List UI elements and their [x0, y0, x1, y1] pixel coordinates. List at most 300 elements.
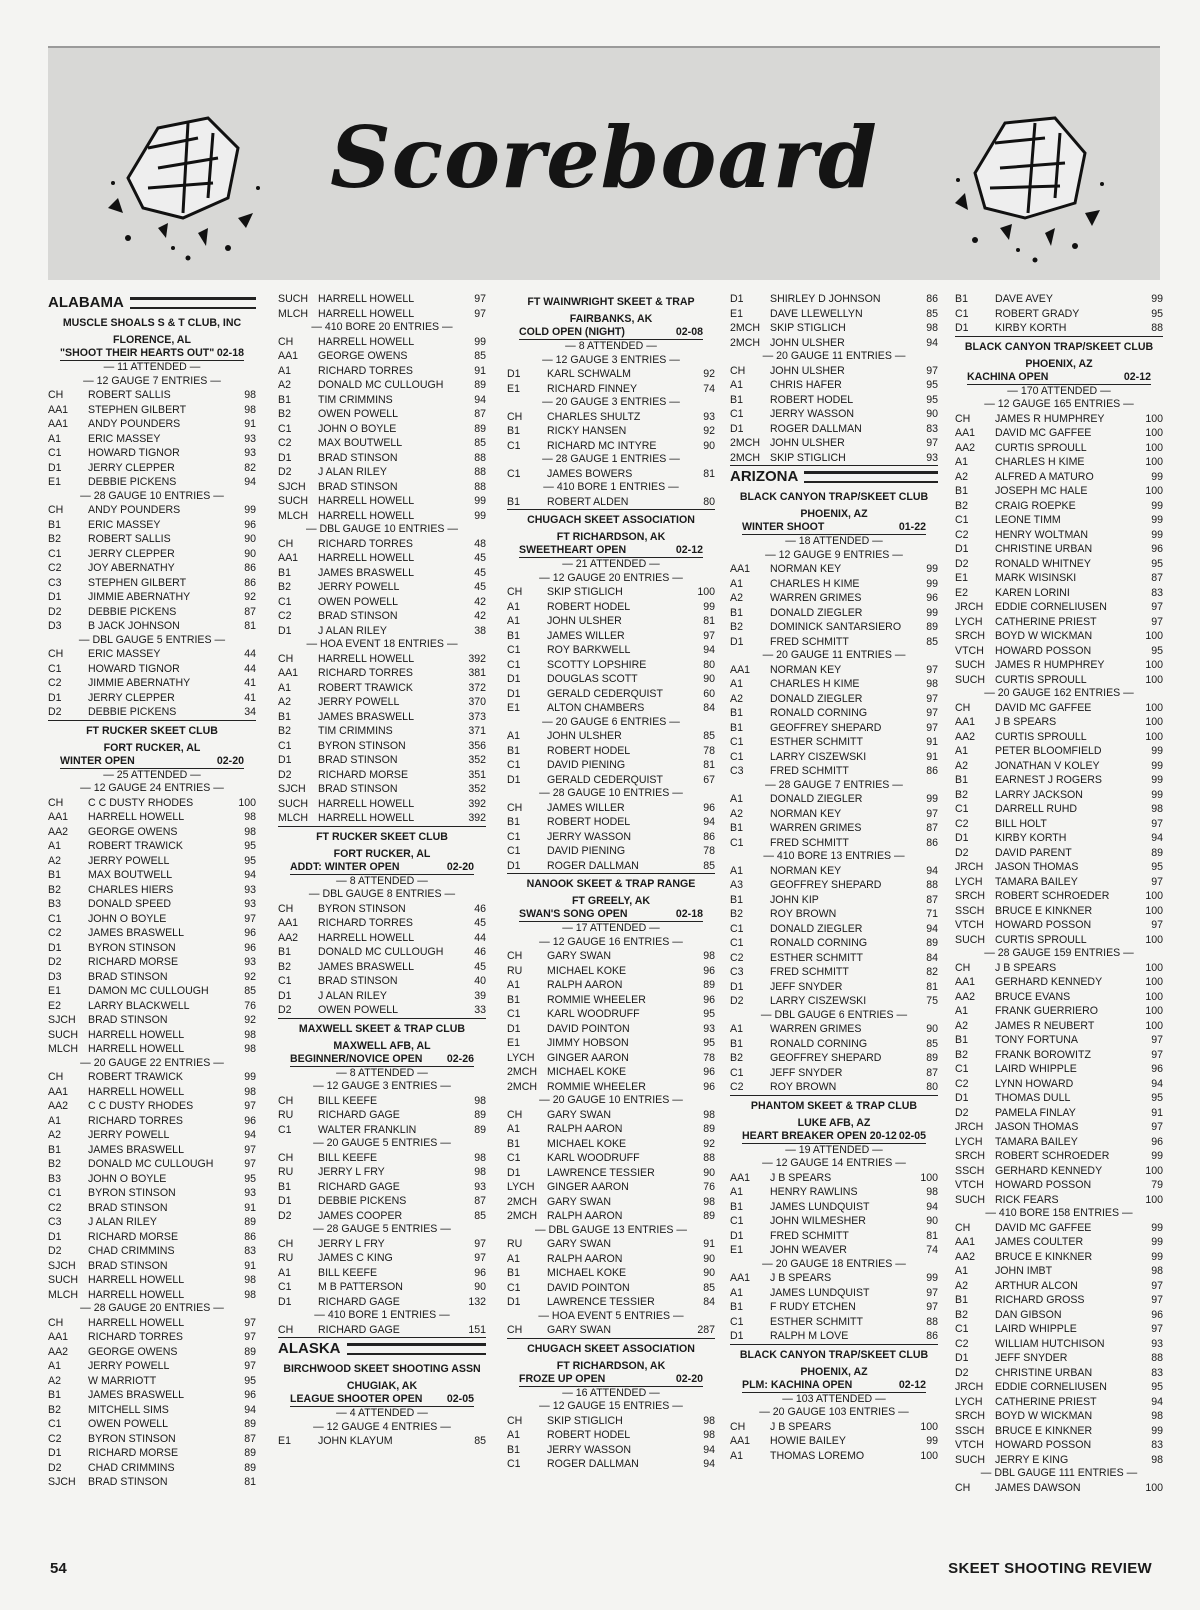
class-code: A2 [730, 692, 743, 705]
shooter-name: J ALAN RILEY [318, 624, 387, 637]
event-line: — 8 ATTENDED — [336, 874, 428, 887]
result-row [48, 1345, 256, 1360]
score: 81 [703, 467, 715, 480]
score: 97 [926, 1286, 938, 1299]
shoot-name: SWAN'S SONG OPEN [519, 908, 628, 920]
class-code: D1 [48, 591, 62, 603]
score: 84 [926, 951, 938, 964]
result-row [955, 961, 1163, 976]
shooter-name: RICHARD MORSE [318, 768, 409, 781]
class-code: CH [730, 1420, 746, 1433]
state-rule [130, 297, 256, 309]
club-heading: FT RUCKER SKEET CLUB [316, 830, 448, 843]
score: 85 [926, 1037, 938, 1050]
result-row [48, 1288, 256, 1303]
class-code: C1 [730, 1215, 744, 1227]
result-row [48, 1143, 256, 1158]
class-code: RU [507, 964, 523, 977]
result-row [730, 922, 938, 937]
result-row [730, 635, 938, 650]
shooter-name: JIMMIE ABERNATHY [88, 591, 191, 603]
class-code: D1 [278, 451, 292, 464]
class-code: CH [278, 1094, 294, 1107]
score: 83 [1151, 1366, 1163, 1379]
class-code: B1 [955, 1294, 968, 1306]
class-code: SUCH [278, 495, 309, 507]
score: 87 [244, 1432, 256, 1445]
score: 91 [703, 1238, 715, 1250]
class-code: A1 [507, 1252, 520, 1265]
shooter-name: DONALD ZIEGLER [770, 922, 863, 935]
shooter-name: SKIP STIGLICH [547, 1414, 623, 1427]
score: 93 [926, 451, 938, 464]
result-row [955, 426, 1163, 441]
shoot-name: "SHOOT THEIR HEARTS OUT" [60, 347, 215, 359]
result-row [730, 1286, 938, 1301]
score: 95 [703, 1037, 715, 1049]
score: 96 [244, 1389, 256, 1401]
shooter-name: JERRY CLEPPER [88, 547, 175, 560]
shooter-name: BRAD STINSON [88, 1476, 168, 1488]
class-code: B2 [278, 960, 291, 973]
shooter-name: JERRY CLEPPER [88, 691, 175, 704]
score: 95 [244, 1374, 256, 1387]
class-code: A1 [955, 456, 968, 468]
result-row [955, 817, 1163, 832]
result-row [507, 1281, 715, 1296]
result-row [507, 658, 715, 673]
score: 80 [926, 1081, 938, 1093]
score: 97 [244, 1331, 256, 1343]
result-row [507, 1180, 715, 1195]
shooter-name: HOWARD POSSON [995, 1439, 1092, 1451]
class-code: D1 [507, 673, 521, 685]
result-row [48, 825, 256, 840]
class-code: D1 [507, 773, 521, 786]
result-row [278, 1266, 486, 1281]
class-code: 2MCH [730, 437, 761, 449]
result-row [507, 1065, 715, 1080]
score: 89 [474, 422, 486, 435]
class-code: C2 [730, 951, 744, 964]
shooter-name: FRED SCHMITT [770, 836, 849, 849]
result-row [955, 875, 1163, 890]
class-code: MLCH [48, 1288, 79, 1301]
event-line: — 410 BORE 1 ENTRIES — [543, 481, 679, 493]
shooter-name: ROBERT ALDEN [547, 495, 629, 508]
shooter-name: ROBERT SALLIS [88, 533, 171, 545]
result-row [278, 797, 486, 812]
result-row [730, 393, 938, 408]
class-code: 2MCH [507, 1210, 538, 1222]
result-row [955, 933, 1163, 948]
class-code: A2 [730, 807, 743, 820]
event-line: — 12 GAUGE 7 ENTRIES — [83, 374, 221, 387]
shooter-name: BILL KEEFE [318, 1151, 378, 1164]
shooter-name: BOYD W WICKMAN [995, 1410, 1093, 1422]
shooter-name: DAVID POINTON [547, 1022, 630, 1035]
score: 95 [244, 840, 256, 852]
score: 97 [1151, 1048, 1163, 1061]
result-row [955, 1120, 1163, 1135]
shooter-name: JIMMY HOBSON [547, 1037, 629, 1049]
shooter-name: JIMMIE ABERNATHY [88, 677, 191, 689]
result-row [507, 815, 715, 830]
score: 44 [474, 931, 486, 944]
shooter-name: CHARLES H KIME [770, 678, 860, 690]
shooter-name: JERRY CLEPPER [88, 461, 175, 474]
shooter-name: ERIC MASSEY [88, 648, 161, 660]
result-row [955, 1380, 1163, 1395]
shooter-name: BYRON STINSON [88, 1432, 176, 1445]
score: 98 [474, 1151, 486, 1164]
club-heading: FT RICHARDSON, AK [556, 531, 666, 543]
class-code: 2MCH [507, 1195, 538, 1208]
shooter-name: BRAD STINSON [318, 480, 398, 493]
class-code: D1 [730, 635, 744, 648]
shooter-name: JERRY WASSON [547, 1443, 631, 1456]
club-heading: PHOENIX, AZ [800, 508, 868, 520]
class-code: CH [955, 701, 971, 714]
score: 98 [703, 1108, 715, 1121]
result-row [48, 1128, 256, 1143]
class-code: SSCH [955, 904, 985, 917]
shooter-name: CHARLES SHULTZ [547, 410, 641, 423]
result-row [48, 1201, 256, 1216]
shooter-name: HOWIE BAILEY [770, 1435, 846, 1447]
shooter-name: CHARLES HIERS [88, 883, 174, 896]
score: 81 [926, 980, 938, 993]
shooter-name: JAMES BRASWELL [318, 710, 414, 723]
score: 88 [474, 451, 486, 464]
result-row [507, 1266, 715, 1281]
score: 88 [474, 480, 486, 493]
result-row [278, 537, 486, 552]
shooter-name: ROMMIE WHEELER [547, 993, 646, 1006]
score: 95 [244, 1172, 256, 1185]
class-code: C1 [730, 408, 744, 420]
result-row [507, 744, 715, 759]
result-row [507, 1252, 715, 1267]
shooter-name: HARRELL HOWELL [88, 1085, 185, 1098]
class-code: B2 [48, 533, 61, 545]
result-row [730, 1300, 938, 1315]
score: 48 [474, 537, 486, 550]
event-line: — 28 GAUGE 159 ENTRIES — [984, 947, 1134, 959]
result-row [955, 744, 1163, 759]
result-row [48, 1359, 256, 1374]
result-row [507, 600, 715, 615]
score: 98 [474, 1166, 486, 1178]
score: 88 [1151, 322, 1163, 334]
event-line: — 28 GAUGE 10 ENTRIES — [80, 489, 224, 502]
result-row [48, 1114, 256, 1129]
shooter-name: J B SPEARS [770, 1171, 832, 1184]
class-code: SRCH [955, 1410, 986, 1422]
result-row [48, 446, 256, 461]
shooter-name: JAMES BRASWELL [318, 960, 414, 973]
score: 88 [474, 466, 486, 478]
class-code: A2 [48, 1374, 61, 1387]
shooter-name: ANDY POUNDERS [88, 504, 181, 516]
score: 100 [920, 1171, 938, 1184]
result-row [730, 1315, 938, 1330]
score: 85 [474, 1209, 486, 1222]
event-line: — 410 BORE 13 ENTRIES — [763, 850, 905, 862]
shoot-name: LEAGUE SHOOTER OPEN [290, 1393, 423, 1405]
class-code: C2 [48, 927, 62, 939]
score: 86 [926, 836, 938, 849]
score: 91 [244, 1201, 256, 1214]
class-code: A1 [730, 678, 743, 690]
class-code: SUCH [955, 933, 986, 946]
shooter-name: J ALAN RILEY [318, 989, 387, 1002]
shooter-name: JAMES WILLER [547, 801, 625, 814]
class-code: B1 [507, 1443, 520, 1456]
shooter-name: PAMELA FINLAY [995, 1106, 1076, 1119]
result-row [507, 701, 715, 716]
class-code: C1 [278, 1281, 292, 1293]
class-code: E1 [730, 1244, 743, 1256]
result-row [955, 1264, 1163, 1279]
class-code: A1 [955, 1005, 968, 1017]
class-code: A1 [955, 745, 968, 757]
class-code: AA2 [48, 825, 69, 838]
result-row [48, 1403, 256, 1418]
score: 71 [926, 908, 938, 920]
class-code: CH [278, 537, 294, 550]
shooter-name: LEONE TIMM [995, 514, 1061, 526]
result-row [278, 422, 486, 437]
result-row [507, 1295, 715, 1310]
class-code: B1 [507, 425, 520, 437]
score: 91 [244, 418, 256, 430]
results-column-4 [730, 292, 938, 1552]
class-code: 2MCH [507, 1066, 538, 1078]
class-code: B2 [955, 1308, 968, 1321]
class-code: SJCH [48, 1476, 76, 1488]
result-row [507, 424, 715, 439]
class-code: C1 [48, 662, 62, 675]
shooter-name: HARRELL HOWELL [318, 812, 415, 824]
score: 86 [926, 765, 938, 777]
score: 93 [244, 1187, 256, 1199]
class-code: B2 [955, 1048, 968, 1061]
shooter-name: ESTHER SCHMITT [770, 951, 863, 964]
result-row [278, 1237, 486, 1252]
class-code: C1 [955, 1063, 969, 1075]
shooter-name: NORMAN KEY [770, 864, 842, 877]
shooter-name: HOWARD TIGNOR [88, 662, 180, 675]
shooter-name: RALPH AARON [547, 1123, 623, 1135]
result-row [955, 846, 1163, 861]
shooter-name: JOHN ULSHER [547, 615, 622, 627]
shooter-name: DAVE LLEWELLYN [770, 307, 863, 320]
shooter-name: BILL KEEFE [318, 1266, 378, 1279]
result-row [278, 931, 486, 946]
shooter-name: OWEN POWELL [318, 595, 399, 608]
class-code: C3 [48, 576, 62, 589]
class-code: C2 [955, 817, 969, 830]
result-row [48, 839, 256, 854]
score: 94 [703, 1458, 715, 1470]
shooter-name: RICHARD TORRES [88, 1331, 183, 1343]
score: 95 [1151, 644, 1163, 657]
class-code: C2 [48, 1201, 62, 1214]
result-row [48, 388, 256, 403]
class-code: CH [955, 412, 971, 425]
result-row [730, 436, 938, 451]
shooter-name: LAIRD WHIPPLE [995, 1063, 1077, 1075]
class-code: MLCH [278, 509, 309, 522]
club-heading: BIRCHWOOD SKEET SHOOTING ASSN [283, 1363, 481, 1375]
shooter-name: CURTIS SPROULL [995, 441, 1087, 454]
event-line: — DBL GAUGE 6 ENTRIES — [760, 1008, 908, 1021]
result-row [278, 710, 486, 725]
result-row [48, 1099, 256, 1114]
result-row [955, 773, 1163, 788]
club-heading: FT GREELY, AK [571, 895, 651, 907]
score: 352 [468, 783, 486, 795]
score: 42 [474, 610, 486, 622]
class-code: D1 [955, 1092, 969, 1104]
score: 89 [244, 1447, 256, 1459]
score: 89 [244, 1345, 256, 1358]
class-code: MLCH [278, 307, 309, 320]
score: 33 [474, 1004, 486, 1016]
class-code: C3 [730, 765, 744, 777]
event-line: — 20 GAUGE 10 ENTRIES — [539, 1094, 683, 1106]
class-code: D1 [730, 422, 744, 435]
shooter-name: FRED SCHMITT [770, 966, 849, 978]
shooter-name: RICKY HANSEN [547, 425, 627, 437]
shoot-date: 02-08 [675, 326, 703, 338]
result-row [955, 975, 1163, 990]
shooter-name: JERRY E KING [995, 1453, 1069, 1466]
shooter-name: CATHERINE PRIEST [995, 615, 1097, 628]
score: 99 [1151, 1221, 1163, 1234]
class-code: AA1 [48, 403, 69, 416]
shooter-name: EDDIE CORNELIUSEN [995, 601, 1107, 613]
score: 98 [244, 1028, 256, 1041]
result-row [507, 859, 715, 875]
score: 99 [1151, 1150, 1163, 1162]
result-row [730, 750, 938, 765]
class-code: JRCH [955, 1121, 984, 1133]
class-code: C2 [48, 677, 62, 689]
club-heading: PHOENIX, AZ [1025, 357, 1093, 370]
shoot-name: KACHINA OPEN [967, 370, 1049, 383]
class-code: D2 [48, 956, 62, 968]
result-row [955, 1250, 1163, 1265]
result-row [507, 1151, 715, 1166]
club-heading: CHUGACH SKEET ASSOCIATION [527, 514, 695, 526]
class-code: C2 [278, 437, 292, 449]
shooter-name: BRAD STINSON [318, 754, 398, 766]
class-code: CH [48, 504, 64, 516]
score: 81 [703, 615, 715, 627]
shooter-name: CRAIG ROEPKE [995, 499, 1076, 512]
result-row [730, 735, 938, 750]
shooter-name: JAMES BRASWELL [318, 566, 414, 579]
score: 99 [926, 577, 938, 590]
score: 97 [244, 1360, 256, 1372]
result-row [730, 836, 938, 851]
result-row [955, 571, 1163, 586]
score: 97 [1151, 1121, 1163, 1133]
score: 97 [1151, 919, 1163, 931]
class-code: E1 [48, 476, 61, 488]
shooter-name: OWEN POWELL [318, 408, 399, 420]
shooter-name: EARNEST J ROGERS [995, 774, 1102, 786]
result-row [955, 860, 1163, 875]
shooter-name: DAVID MC GAFFEE [995, 701, 1092, 714]
class-code: C1 [507, 845, 521, 857]
shooter-name: JOHN IMBT [995, 1265, 1053, 1277]
score: 82 [926, 966, 938, 978]
class-code: E1 [278, 1435, 291, 1447]
class-code: B1 [955, 485, 968, 497]
masthead-banner [48, 46, 1160, 280]
shooter-name: GEORGE OWENS [88, 825, 178, 838]
result-row [730, 1329, 938, 1345]
shoot-name: FROZE UP OPEN [519, 1372, 606, 1385]
score: 96 [703, 993, 715, 1006]
shooter-name: ROBERT HODEL [547, 600, 631, 613]
class-code: SUCH [955, 673, 986, 686]
class-code: SSCH [955, 1424, 985, 1437]
event-line: — DBL GAUGE 111 ENTRIES — [980, 1467, 1138, 1479]
result-row [730, 292, 938, 307]
shooter-name: ROBERT TRAWICK [318, 681, 413, 694]
shooter-name: HOWARD POSSON [995, 1179, 1092, 1191]
result-row [507, 1237, 715, 1252]
results-column-3 [507, 292, 715, 1552]
score: 97 [926, 807, 938, 820]
shooter-name: J ALAN RILEY [88, 1216, 157, 1228]
score: 86 [926, 293, 938, 305]
result-row [507, 1022, 715, 1037]
shooter-name: RICHARD TORRES [318, 667, 413, 679]
class-code: D2 [48, 1461, 62, 1474]
class-code: RU [507, 1238, 523, 1250]
shooter-name: RICHARD MORSE [88, 1230, 179, 1243]
class-code: C1 [278, 595, 292, 608]
shooter-name: JAMES BRASWELL [88, 927, 184, 939]
result-row [730, 1051, 938, 1066]
class-code: B2 [730, 1052, 743, 1064]
shooter-name: GARY SWAN [547, 1195, 611, 1208]
class-code: C1 [507, 658, 521, 671]
shoot-date: 02-26 [446, 1052, 474, 1065]
result-row [955, 918, 1163, 933]
result-row [507, 629, 715, 644]
class-code: AA1 [730, 1171, 751, 1184]
result-row [507, 1051, 715, 1066]
club-heading: FORT RUCKER, AL [333, 847, 431, 860]
shooter-name: DONALD ZIEGLER [770, 692, 863, 705]
class-code: LYCH [507, 1051, 535, 1064]
shooter-name: SCOTTY LOPSHIRE [547, 658, 647, 671]
shoot-date: 02-12 [1123, 370, 1151, 383]
shooter-name: ROY BARKWELL [547, 644, 631, 656]
class-code: A2 [955, 1019, 968, 1032]
shooter-name: HARRELL HOWELL [88, 1274, 185, 1286]
shooter-name: CHARLES H KIME [995, 456, 1085, 468]
score: 100 [1145, 890, 1163, 902]
score: 83 [1151, 586, 1163, 599]
score: 92 [703, 425, 715, 437]
